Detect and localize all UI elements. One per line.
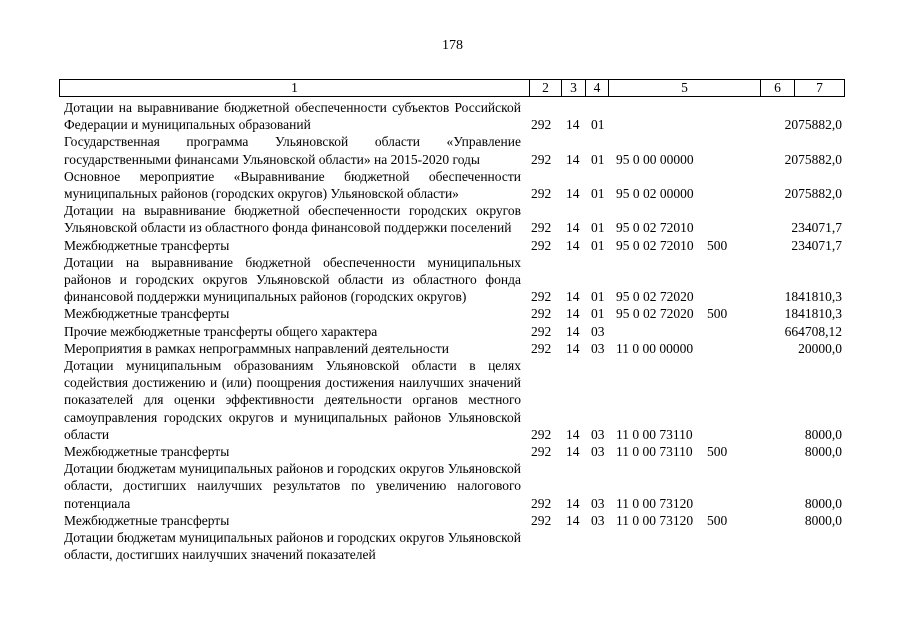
cell-target-article: 11 0 00 00000 bbox=[616, 340, 694, 356]
cell-amount: 20000,0 bbox=[798, 340, 842, 356]
cell-admin-code: 292 bbox=[531, 220, 552, 236]
table-row bbox=[0, 357, 905, 443]
table-row bbox=[0, 99, 905, 133]
cell-amount: 8000,0 bbox=[804, 444, 842, 460]
header-col-6: 6 bbox=[761, 80, 795, 96]
header-col-3: 3 bbox=[562, 80, 586, 96]
cell-expense-type: 500 bbox=[707, 444, 728, 460]
table-row bbox=[0, 460, 905, 512]
cell-target-article: 95 0 02 72020 bbox=[616, 306, 694, 322]
header-col-5: 5 bbox=[609, 80, 761, 96]
row-description: Дотации на выравнивание бюджетной обеспеченности муниципальных районов и городских округов Ульяновской области из областного фонда финансовой поддержки муниципальных районов (городских округов) bbox=[64, 254, 521, 305]
cell-target-article: 95 0 02 72020 bbox=[616, 289, 694, 305]
cell-amount: 1841810,3 bbox=[784, 306, 842, 322]
cell-section: 14 bbox=[566, 444, 580, 460]
cell-admin-code: 292 bbox=[531, 306, 552, 322]
cell-expense-type: 500 bbox=[707, 306, 728, 322]
cell-amount: 234071,7 bbox=[791, 237, 842, 253]
cell-expense-type: 500 bbox=[707, 237, 728, 253]
row-description: Государственная программа Ульяновской области «Управление государственными финансами Ульяновской области» на 2015-2020 годы bbox=[64, 134, 521, 167]
cell-section: 14 bbox=[566, 512, 580, 528]
cell-expense-type: 500 bbox=[707, 512, 728, 528]
cell-amount: 2075882,0 bbox=[784, 186, 842, 202]
cell-subsection: 01 bbox=[591, 220, 605, 236]
cell-subsection: 03 bbox=[591, 323, 605, 339]
row-description: Дотации муниципальным образованиям Ульяновской области в целях содействия достижению и (или) поощрения достижения наилучших значений показателей для оценки эффективности деятельности органов местного самоуправления городских округов и муниципальных районов Ульяновской области bbox=[64, 358, 521, 442]
cell-section: 14 bbox=[566, 426, 580, 442]
cell-target-article: 95 0 02 00000 bbox=[616, 186, 694, 202]
row-description: Межбюджетные трансферты bbox=[64, 512, 230, 528]
cell-section: 14 bbox=[566, 186, 580, 202]
cell-target-article: 11 0 00 73120 bbox=[616, 495, 694, 511]
cell-subsection: 01 bbox=[591, 117, 605, 133]
table-row bbox=[0, 512, 905, 529]
cell-target-article: 11 0 00 73110 bbox=[616, 444, 693, 460]
cell-admin-code: 292 bbox=[531, 237, 552, 253]
table-row bbox=[0, 323, 905, 340]
table-row bbox=[0, 529, 905, 563]
cell-admin-code: 292 bbox=[531, 444, 552, 460]
header-col-1: 1 bbox=[60, 80, 530, 96]
table-row bbox=[0, 340, 905, 357]
cell-amount: 8000,0 bbox=[804, 495, 842, 511]
cell-admin-code: 292 bbox=[531, 426, 552, 442]
cell-amount: 2075882,0 bbox=[784, 151, 842, 167]
cell-subsection: 01 bbox=[591, 186, 605, 202]
cell-target-article: 95 0 00 00000 bbox=[616, 151, 694, 167]
row-description: Межбюджетные трансферты bbox=[64, 444, 230, 460]
cell-amount: 8000,0 bbox=[804, 512, 842, 528]
cell-section: 14 bbox=[566, 237, 580, 253]
table-row bbox=[0, 443, 905, 460]
cell-subsection: 01 bbox=[591, 151, 605, 167]
cell-admin-code: 292 bbox=[531, 289, 552, 305]
table-header bbox=[59, 79, 845, 97]
cell-subsection: 01 bbox=[591, 306, 605, 322]
cell-target-article: 95 0 02 72010 bbox=[616, 220, 694, 236]
header-col-2: 2 bbox=[530, 80, 562, 96]
cell-admin-code: 292 bbox=[531, 117, 552, 133]
row-description: Дотации на выравнивание бюджетной обеспеченности субъектов Российской Федерации и муниципальных образований bbox=[64, 100, 521, 133]
cell-target-article: 11 0 00 73110 bbox=[616, 426, 693, 442]
budget-table-body bbox=[0, 99, 905, 563]
cell-subsection: 03 bbox=[591, 340, 605, 356]
cell-section: 14 bbox=[566, 151, 580, 167]
cell-subsection: 03 bbox=[591, 426, 605, 442]
table-row bbox=[0, 202, 905, 236]
row-description: Мероприятия в рамках непрограммных направлений деятельности bbox=[64, 340, 449, 356]
table-row bbox=[0, 305, 905, 322]
header-col-7: 7 bbox=[816, 80, 823, 95]
cell-section: 14 bbox=[566, 340, 580, 356]
cell-section: 14 bbox=[566, 289, 580, 305]
cell-subsection: 01 bbox=[591, 289, 605, 305]
cell-section: 14 bbox=[566, 323, 580, 339]
row-description: Прочие межбюджетные трансферты общего характера bbox=[64, 323, 378, 339]
row-description: Межбюджетные трансферты bbox=[64, 306, 230, 322]
cell-admin-code: 292 bbox=[531, 340, 552, 356]
cell-admin-code: 292 bbox=[531, 495, 552, 511]
cell-subsection: 01 bbox=[591, 237, 605, 253]
table-row bbox=[0, 237, 905, 254]
cell-section: 14 bbox=[566, 220, 580, 236]
table-row bbox=[0, 133, 905, 167]
cell-subsection: 03 bbox=[591, 444, 605, 460]
cell-amount: 234071,7 bbox=[791, 220, 842, 236]
cell-amount: 1841810,3 bbox=[784, 289, 842, 305]
header-col-4: 4 bbox=[586, 80, 609, 96]
cell-section: 14 bbox=[566, 117, 580, 133]
table-row bbox=[0, 168, 905, 202]
cell-admin-code: 292 bbox=[531, 186, 552, 202]
cell-target-article: 95 0 02 72010 bbox=[616, 237, 694, 253]
cell-admin-code: 292 bbox=[531, 151, 552, 167]
cell-subsection: 03 bbox=[591, 512, 605, 528]
page-number: 178 bbox=[442, 38, 463, 53]
cell-section: 14 bbox=[566, 306, 580, 322]
row-description: Дотации бюджетам муниципальных районов и городских округов Ульяновской области, достигших наилучших значений показателей bbox=[64, 530, 521, 563]
row-description: Межбюджетные трансферты bbox=[64, 237, 230, 253]
row-description: Основное мероприятие «Выравнивание бюджетной обеспеченности муниципальных районов (городских округов) Ульяновской области» bbox=[64, 168, 521, 202]
row-description: Дотации бюджетам муниципальных районов и городских округов Ульяновской области, достигших наилучших результатов по увеличению налогового потенциала bbox=[64, 461, 521, 511]
cell-amount: 664708,12 bbox=[784, 323, 842, 339]
row-description: Дотации на выравнивание бюджетной обеспеченности городских округов Ульяновской области из областного фонда финансовой поддержки поселений bbox=[64, 203, 521, 236]
cell-admin-code: 292 bbox=[531, 323, 552, 339]
cell-amount: 2075882,0 bbox=[784, 117, 842, 133]
cell-amount: 8000,0 bbox=[804, 426, 842, 442]
cell-target-article: 11 0 00 73120 bbox=[616, 512, 694, 528]
cell-section: 14 bbox=[566, 495, 580, 511]
table-row bbox=[0, 254, 905, 306]
cell-subsection: 03 bbox=[591, 495, 605, 511]
cell-admin-code: 292 bbox=[531, 512, 552, 528]
